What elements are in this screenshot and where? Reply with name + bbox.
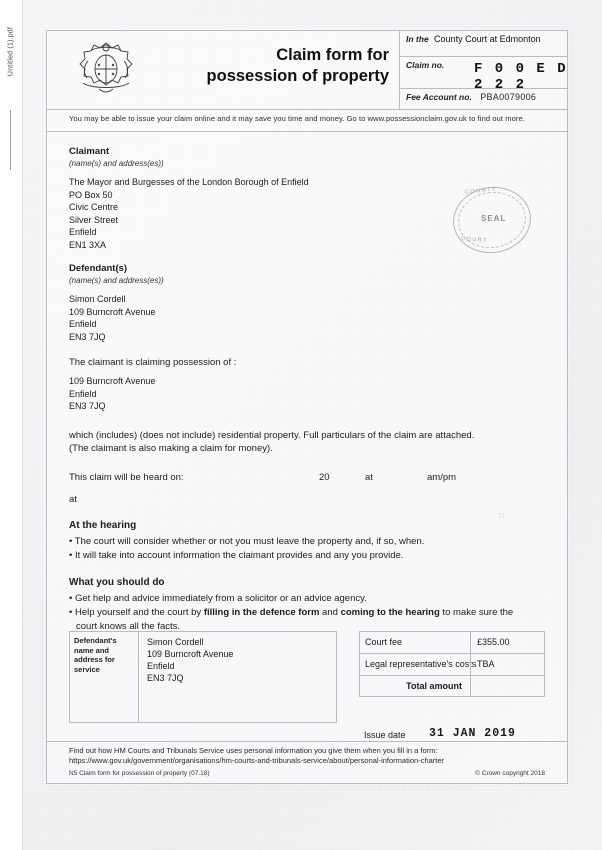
total-amount-label: Total amount (406, 681, 462, 691)
court-fee-row (359, 631, 545, 653)
possession-address-line: EN3 7JQ (69, 401, 106, 411)
service-box-label: Defendant's name and address for service (69, 631, 139, 723)
legal-costs-label: Legal representative's costs (365, 659, 477, 669)
what-to-do-bullet-continuation: court knows all the facts. (76, 620, 181, 632)
court-seal-stamp (445, 183, 537, 255)
claimant-address-line: The Mayor and Burgesses of the London Borough of Enfield (69, 177, 309, 187)
online-claim-banner: You may be able to issue your claim online and it may save you time and money. Go to www.possessionclaim.gov.uk to find out more. (47, 110, 567, 132)
seal-center-text: SEAL (481, 214, 507, 223)
page-title-line1: Claim form for (276, 46, 389, 64)
at-the-hearing-bullet: • The court will consider whether or not you must leave the property and, if so, when. (69, 535, 425, 547)
bullet-text: Get help and advice immediately from a solicitor or an advice agency. (74, 592, 367, 604)
possession-address (69, 375, 545, 413)
issue-date-value: 31 JAN 2019 (429, 727, 516, 740)
bullet-text-bold: coming to the hearing (340, 606, 440, 618)
royal-coat-of-arms-icon (69, 39, 143, 99)
at-the-hearing-bullets (69, 535, 545, 563)
hearing-year-prefix: 20 (319, 471, 330, 483)
service-address-line: EN3 7JQ (147, 673, 184, 683)
defendant-address (69, 293, 545, 343)
form-footer (47, 741, 567, 783)
what-you-should-do-bullets (69, 592, 545, 634)
seal-arc-top-text: COUNTY (464, 186, 498, 196)
particulars-paragraph (69, 429, 545, 456)
claimant-address-line: Silver Street (69, 214, 119, 225)
header-right-block (399, 31, 568, 109)
possession-address-line: Enfield (69, 388, 97, 399)
hearing-ampm-label: am/pm (427, 471, 457, 483)
legal-costs-row (359, 653, 545, 675)
fee-account-row (400, 89, 568, 116)
bullet-text-part: to make sure the (439, 606, 514, 618)
hearing-label: This claim will be heard on: (69, 471, 184, 483)
page-title (159, 45, 389, 87)
claimant-address-line: Civic Centre (69, 202, 119, 212)
at-the-hearing-bullet: • It will take into account information the claimant provides and any you provide. (69, 549, 404, 561)
service-address-line: 109 Burncroft Avenue (147, 649, 234, 659)
hearing-venue-at-label: at (69, 493, 77, 505)
fee-account-value: PBA0079006 (480, 92, 537, 102)
seal-arc-bottom-text: COURT (460, 236, 489, 244)
claim-number-row (400, 57, 568, 93)
issue-date-label: Issue date (364, 730, 406, 740)
defendant-label: Defendant(s) (69, 263, 128, 274)
defendant-sublabel: (name(s) and address(es)) (69, 276, 164, 285)
page-title-line2: possession of property (206, 67, 389, 85)
possession-address-line: 109 Burncroft Avenue (69, 376, 156, 386)
viewer-left-strip (0, 0, 23, 850)
bullet-text-part: and (319, 606, 341, 618)
court-fee-value: £355.00 (470, 632, 546, 653)
fees-table (359, 631, 545, 697)
claim-number-label: Claim no. (406, 60, 445, 70)
court-row (400, 31, 568, 57)
bottom-boxes (69, 631, 545, 740)
court-label: In the (406, 34, 429, 44)
defendant-address-line: EN3 7JQ (69, 331, 106, 342)
bullet-text-bold: filling in the defence form (203, 606, 320, 618)
what-to-do-bullet: • Get help and advice immediately from a solicitor or an advice agency. (69, 592, 367, 604)
claimant-address-line: EN1 3XA (69, 239, 107, 250)
claim-number-value: F 0 0 E D 2 2 2 (474, 61, 568, 93)
form-header (47, 31, 567, 110)
defendant-address-line: Simon Cordell (69, 294, 126, 304)
possession-label: The claimant is claiming possession of : (69, 357, 237, 368)
court-name: County Court at Edmonton (434, 34, 541, 44)
footer-privacy-line2: https://www.gov.uk/government/organisations/hm-courts-and-tribunals-service/about/personal-information-charter (69, 756, 445, 765)
claimant-address-line: Enfield (69, 227, 97, 237)
particulars-line1: which (includes) (does not include) residential property. Full particulars of the claim are attached. (69, 429, 475, 441)
fee-account-label: Fee Account no. (406, 92, 472, 102)
copyright-notice: © Crown copyright 2018 (475, 770, 545, 777)
defendant-address-line: Enfield (69, 319, 97, 329)
claimant-sublabel: (name(s) and address(es)) (69, 159, 164, 168)
particulars-line2: (The claimant is also making a claim for money). (69, 443, 273, 454)
bullet-text: It will take into account information the claimant provides and any you provide. (74, 549, 404, 561)
bullet-text: The court will consider whether or not you must leave the property and, if so, when. (74, 535, 425, 547)
page-thumbnail-rule (10, 110, 11, 170)
form-reference: N5 Claim form for possession of property (07.18) (69, 770, 210, 777)
claimant-label: Claimant (69, 146, 110, 157)
at-the-hearing-heading: At the hearing (69, 519, 137, 531)
file-name-label: Untitled (1).pdf (7, 26, 15, 77)
total-amount-value (470, 676, 546, 696)
footer-meta (69, 769, 545, 779)
hearing-at-label: at (365, 471, 373, 483)
claimant-address-line: PO Box 50 (69, 189, 113, 200)
claim-form-sheet (46, 30, 568, 784)
scan-artifact-mark: □ (499, 511, 504, 520)
total-amount-row (359, 675, 545, 697)
service-address-line: Simon Cordell (147, 637, 204, 647)
hearing-date-row (69, 472, 545, 506)
bullet-text-part: Help yourself and the court by (74, 606, 204, 618)
what-you-should-do-heading: What you should do (69, 576, 165, 588)
court-fee-label: Court fee (365, 637, 403, 647)
footer-privacy-line1: Find out how HM Courts and Tribunals Service uses personal information you give them when you fill in a form: (69, 746, 438, 755)
what-to-do-bullet: • Help yourself and the court by filling in the defence form and coming to the hearing to make sure the (69, 606, 514, 618)
service-address-line: Enfield (147, 661, 175, 671)
service-box-address (139, 631, 337, 723)
legal-costs-value: TBA (470, 654, 546, 675)
defendant-address-line: 109 Burncroft Avenue (69, 306, 156, 317)
